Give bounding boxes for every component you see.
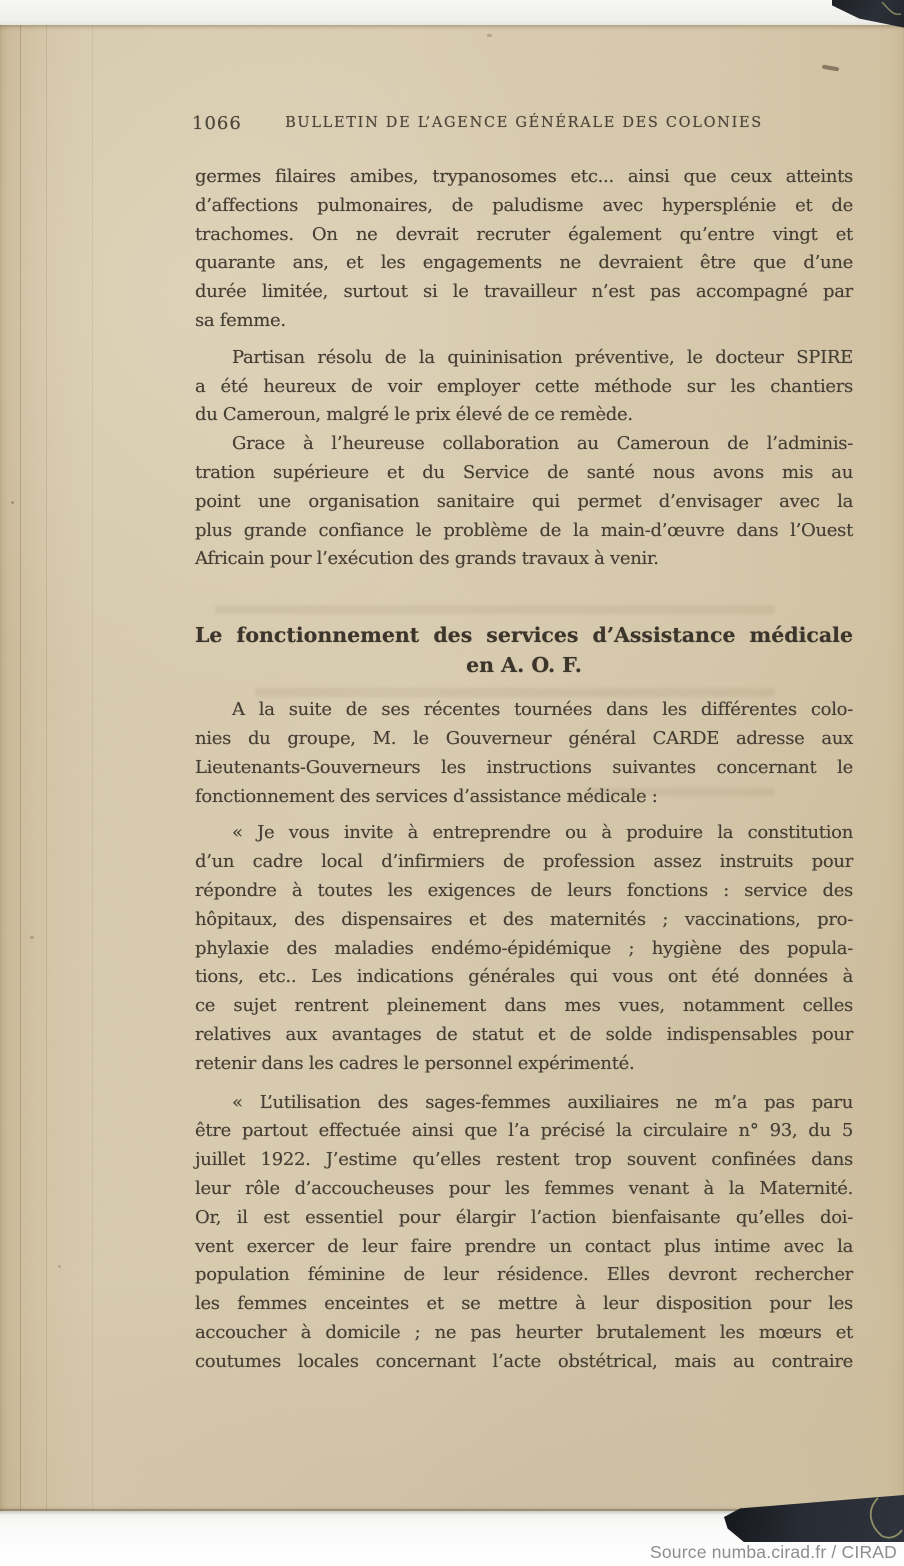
source-text: Source numba.cirad.fr / CIRAD <box>650 1542 897 1562</box>
scanner-background-top <box>0 0 904 26</box>
source-bar <box>397 1540 897 1564</box>
paper-grain-texture <box>0 25 904 1511</box>
book-page <box>0 25 904 1511</box>
